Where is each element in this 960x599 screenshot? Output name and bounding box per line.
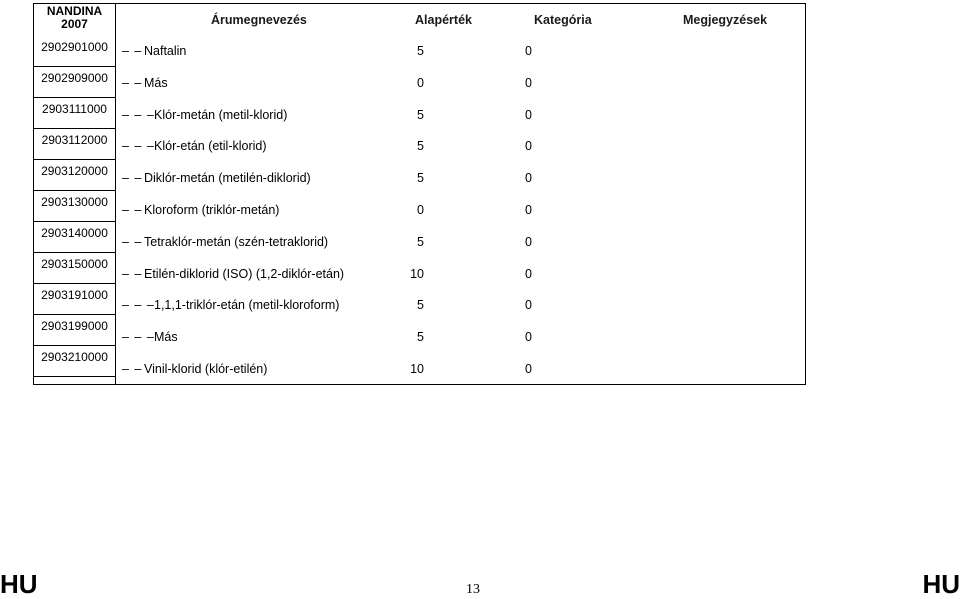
nandina-code: 2903112000 [41,133,108,147]
category-value: 0 [525,330,532,345]
nandina-code-cell [34,160,115,191]
table-row [122,361,682,377]
indent-dashes: – – [122,234,143,249]
nandina-code: 2903210000 [41,350,108,364]
nandina-code: 2903191000 [41,288,108,302]
category-value: 0 [525,44,532,58]
indent-dashes: – – [122,44,143,58]
nandina-code-cell [34,222,115,253]
base-rate-value: 5 [417,234,424,249]
product-name: Naftalin [144,44,187,58]
table-row [122,297,682,313]
product-name: Más [144,75,168,90]
nandina-header-title: NANDINA [46,4,103,18]
product-name: Vinil-klorid (klór-etilén) [144,362,268,376]
nandina-code: 2903111000 [42,102,107,116]
table-row [122,43,682,59]
base-rate-value: 5 [417,107,424,122]
indent-dashes: – – [122,75,143,90]
base-rate-value: 0 [417,75,424,90]
country-mark-left: HU [0,569,38,599]
page-number: 13 [466,582,480,597]
nandina-code-cell [34,284,115,315]
base-rate-value: 5 [417,139,424,154]
nandina-code: 2903130000 [41,195,108,209]
nandina-code-cell [34,253,115,284]
category-value: 0 [525,139,532,154]
base-rate-value: 5 [417,44,424,58]
nandina-code: 2903140000 [41,226,108,240]
table-row [122,107,682,123]
country-mark-right: HU [922,569,960,599]
category-value: 0 [525,171,532,186]
product-name: Kloroform (triklór-metán) [144,203,280,217]
nandina-header-year: 2007 [61,17,88,31]
category-value: 0 [525,298,532,313]
product-name: Diklór-metán (metilén-diklorid) [144,171,311,186]
nandina-code-cell [34,191,115,222]
product-name: Tetraklór-metán (szén-tetraklorid) [144,234,329,249]
indent-dashes: – – – [122,330,155,345]
nandina-code-cell [34,346,115,377]
table-row [122,234,682,250]
notes-column-header: Megjegyzések [683,13,768,27]
tariff-table [33,3,806,385]
nandina-code: 2902901000 [41,40,108,54]
base-rate-value: 5 [417,171,424,186]
base-rate-value: 5 [417,330,424,345]
table-row [122,138,682,154]
nandina-header [34,4,115,31]
indent-dashes: – – – [122,139,155,154]
nandina-code: 2902909000 [41,71,108,85]
nandina-code-cell [34,67,115,98]
category-value: 0 [525,362,532,376]
category-value: 0 [525,234,532,249]
category-value: 0 [525,75,532,90]
product-name: Klór-etán (etil-klorid) [154,139,267,154]
base-rate-column-header: Alapérték [415,13,472,27]
nandina-code-cell [34,129,115,160]
indent-dashes: – – [122,362,143,376]
category-value: 0 [525,107,532,122]
table-row [122,202,682,218]
nandina-code: 2903199000 [41,319,108,333]
indent-dashes: – – [122,266,143,281]
indent-dashes: – – – [122,298,155,313]
table-row [122,266,682,282]
indent-dashes: – – [122,171,143,186]
category-value: 0 [525,266,532,281]
base-rate-value: 10 [410,266,424,281]
base-rate-value: 5 [417,298,424,313]
nandina-code-cell [34,98,115,129]
indent-dashes: – – [122,203,143,217]
nandina-code: 2903150000 [41,257,108,271]
product-name: Más [154,330,178,345]
nandina-code-cell [34,315,115,346]
product-name: Etilén-diklorid (ISO) (1,2-diklór-etán) [144,266,345,281]
product-name: 1,1,1-triklór-etán (metil-kloroform) [154,298,340,313]
category-column-header: Kategória [534,13,592,27]
name-column-header: Árumegnevezés [211,13,307,27]
table-row [122,75,682,91]
nandina-code: 2903120000 [41,164,108,178]
nandina-code-column [34,4,116,384]
product-name: Klór-metán (metil-klorid) [154,107,288,122]
table-row [122,170,682,186]
nandina-code-cell [34,36,115,67]
indent-dashes: – – – [122,107,155,122]
base-rate-value: 0 [417,203,424,217]
category-value: 0 [525,203,532,217]
base-rate-value: 10 [410,362,424,376]
table-row [122,329,682,345]
